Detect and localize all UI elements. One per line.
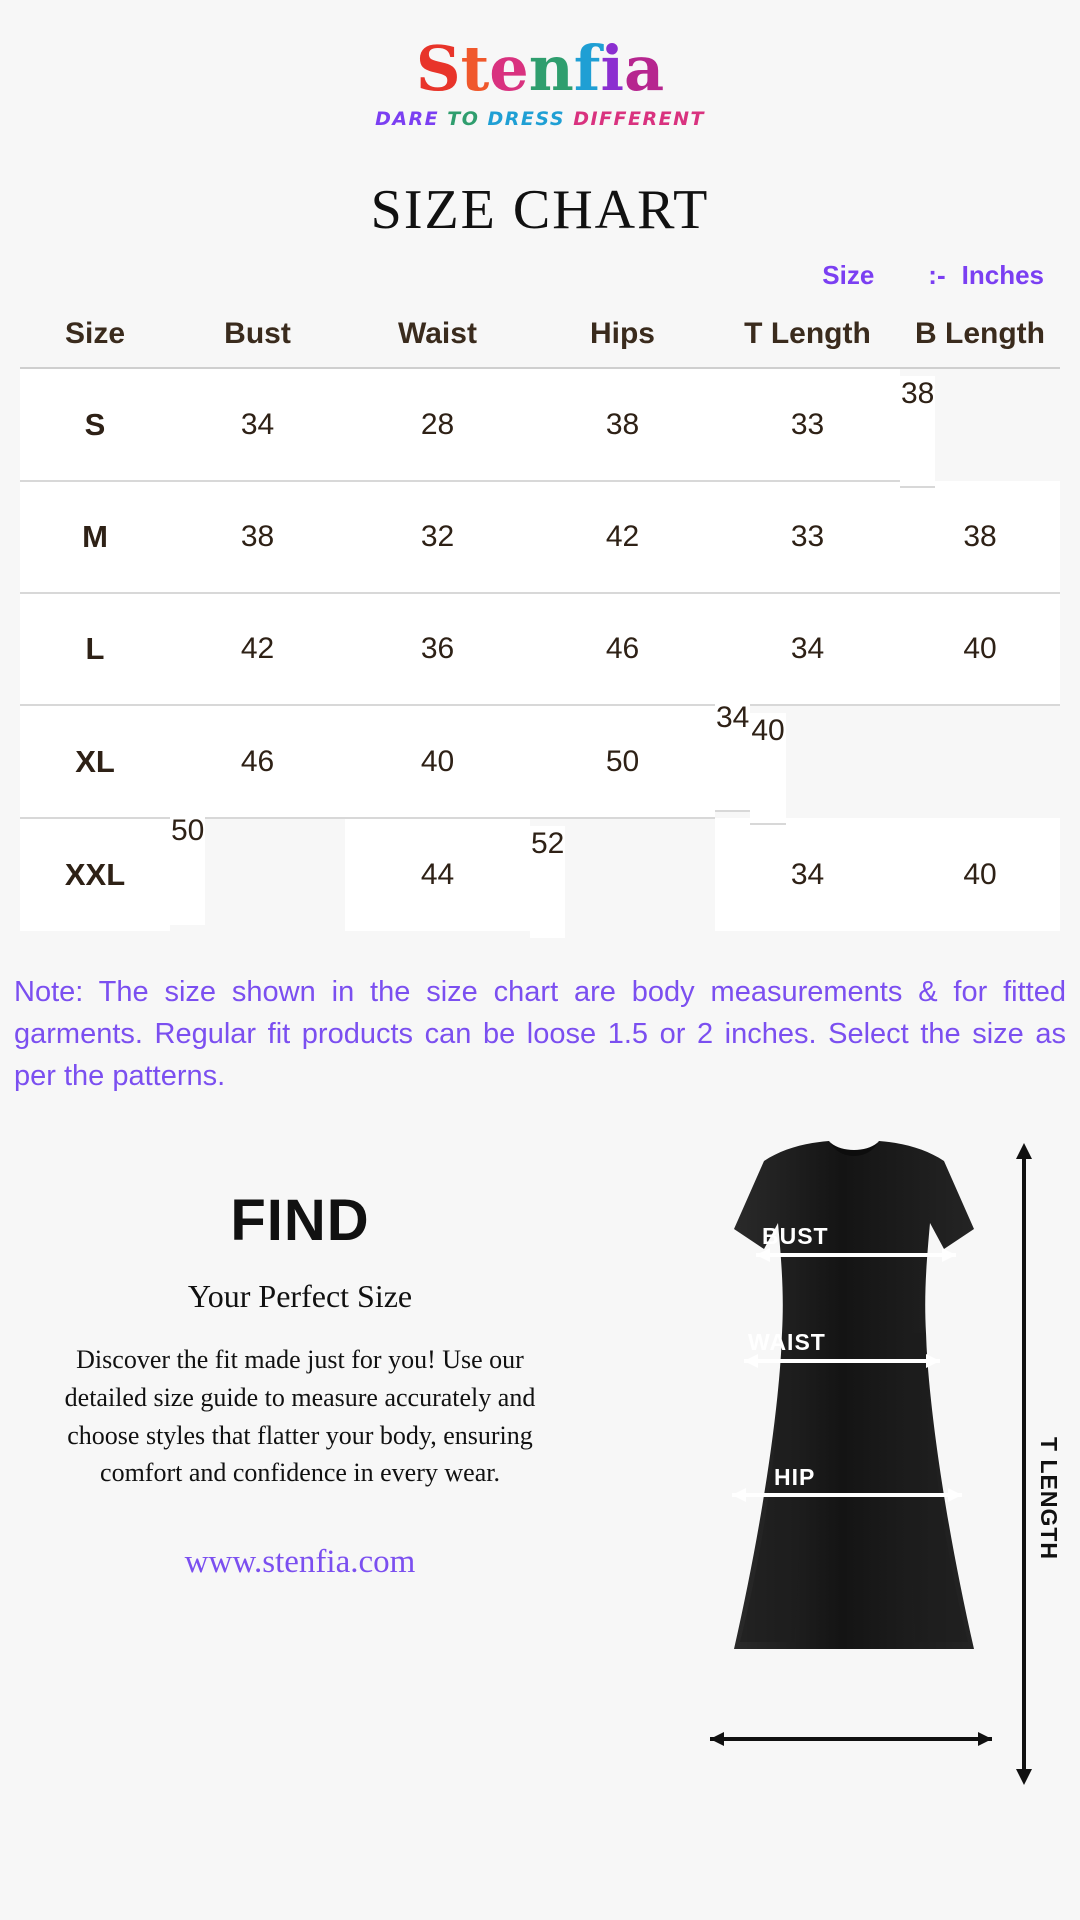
logo-tagline-word: DRESS <box>487 108 574 130</box>
cell-bust: 38 <box>170 481 345 593</box>
cell-size: S <box>20 368 170 481</box>
unit-indicator <box>0 260 1080 291</box>
logo-letter: i <box>600 32 624 105</box>
brand-wordmark <box>0 32 1080 105</box>
table-header-row <box>20 305 1060 368</box>
cell-waist: 32 <box>345 481 530 593</box>
size-table-wrapper <box>20 305 1060 931</box>
find-subheading: Your Perfect Size <box>187 1278 413 1315</box>
find-heading: FIND <box>230 1188 370 1254</box>
find-size-block <box>0 1187 600 1581</box>
cell-blength: 38 <box>900 481 1060 593</box>
col-header-size: Size <box>20 305 170 368</box>
dress-illustration-icon <box>644 1137 1064 1837</box>
cell-bust: 34 <box>170 368 345 481</box>
cell-tlength: 34 <box>715 818 900 931</box>
table-row <box>20 705 1060 818</box>
cell-blength: 40 <box>750 713 785 825</box>
cell-hips: 38 <box>530 368 715 481</box>
col-header-bust: Bust <box>170 305 345 368</box>
unit-value: Inches <box>961 260 1044 290</box>
cell-tlength: 34 <box>715 593 900 705</box>
col-header-hips: Hips <box>530 305 715 368</box>
table-row <box>20 593 1060 705</box>
col-header-tlength: T Length <box>715 305 900 368</box>
logo-letter: e <box>489 32 529 105</box>
logo-letter: n <box>528 32 574 105</box>
find-body-text: Discover the fit made just for you! Use our detailed size guide to measure accurately and choose styles that flatter your body, ensuring comfort and confidence in every wear. <box>64 1345 536 1488</box>
cell-waist: 28 <box>345 368 530 481</box>
hip-label: HIP <box>774 1464 816 1491</box>
col-header-blength: B Length <box>900 305 1060 368</box>
brand-tagline <box>0 108 1080 130</box>
size-table <box>20 305 1060 931</box>
dress-figure <box>644 1137 1064 1837</box>
brand-logo <box>0 0 1080 130</box>
size-note: Note: The size shown in the size chart are body measurements & for fitted garments. Regular fit products can be loose 1.5 or 2 inches. Select the size as per the patterns. <box>14 976 1066 1093</box>
cell-blength: 40 <box>900 818 1060 931</box>
cell-size: XXL <box>20 818 170 931</box>
logo-letter: a <box>624 32 665 105</box>
bust-label: BUST <box>762 1223 829 1250</box>
unit-label: Size <box>822 260 875 290</box>
cell-waist: 36 <box>345 593 530 705</box>
cell-blength: 38 <box>900 376 935 488</box>
waist-label: WAIST <box>748 1329 826 1356</box>
page-title: SIZE CHART <box>370 179 710 241</box>
cell-tlength: 34 <box>715 700 750 812</box>
unit-colon: :- <box>928 260 946 290</box>
cell-hips: 52 <box>530 826 565 938</box>
cell-bust: 46 <box>170 705 345 818</box>
cell-blength: 40 <box>900 593 1060 705</box>
cell-hips: 42 <box>530 481 715 593</box>
logo-tagline-word: DIFFERENT <box>573 108 705 130</box>
table-row <box>20 818 1060 931</box>
table-row <box>20 368 1060 481</box>
cell-tlength: 33 <box>715 368 900 481</box>
cell-bust: 50 <box>170 813 205 925</box>
logo-letter: f <box>573 32 601 105</box>
cell-bust: 42 <box>170 593 345 705</box>
logo-letter: t <box>460 32 490 105</box>
logo-letter: S <box>415 32 461 105</box>
website-link[interactable]: www.stenfia.com <box>184 1543 416 1580</box>
table-row <box>20 481 1060 593</box>
cell-hips: 46 <box>530 593 715 705</box>
cell-waist: 40 <box>345 705 530 818</box>
cell-hips: 50 <box>530 705 715 818</box>
total-length-label: T LENGTH <box>1036 1437 1062 1561</box>
logo-tagline-word: TO <box>447 108 488 130</box>
logo-tagline-word: DARE <box>375 108 448 130</box>
bottom-section <box>0 1137 1080 1837</box>
cell-size: XL <box>20 705 170 818</box>
cell-size: M <box>20 481 170 593</box>
cell-tlength: 33 <box>715 481 900 593</box>
cell-size: L <box>20 593 170 705</box>
cell-waist: 44 <box>345 818 530 931</box>
col-header-waist: Waist <box>345 305 530 368</box>
